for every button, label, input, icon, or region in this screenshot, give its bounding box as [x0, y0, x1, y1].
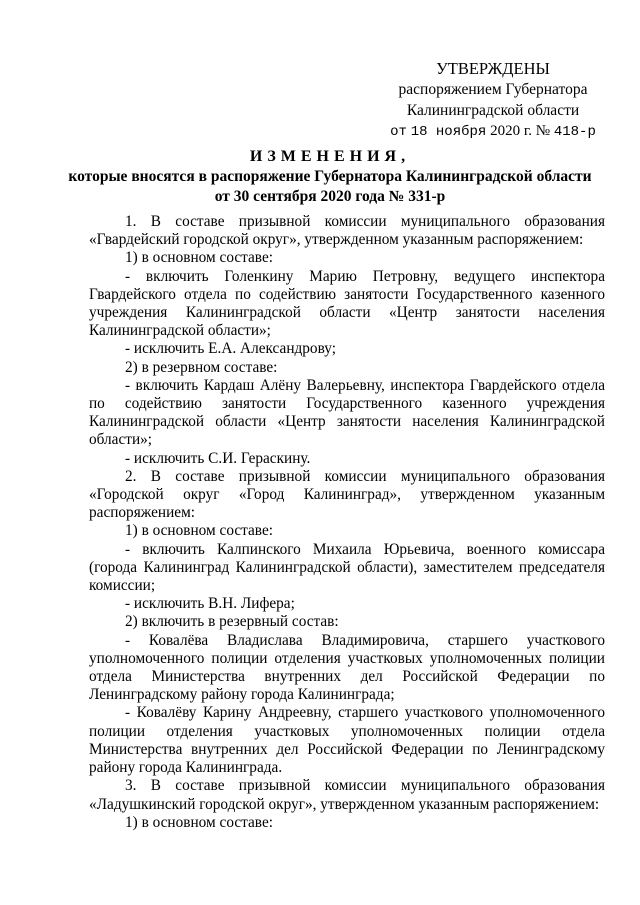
paragraph-1: 1. В составе призывной комиссии муниципального образования «Гвардейский городской округ», утвержденном указанным распоряжением:: [89, 213, 605, 249]
paragraph-3: 3. В составе призывной комиссии муниципального образования «Ладушкинский городской округ», утвержденном указанным распоряжением:: [89, 777, 605, 813]
approval-line-2: Калининградской области: [406, 102, 580, 119]
document-body: [89, 213, 605, 832]
document-subtitle: которые вносятся в распоряжение Губернатора Калининградской области: [68, 168, 592, 185]
paragraph-exclude-alexandrova: - исключить Е.А. Александрову;: [125, 340, 336, 358]
paragraph-3-1: 1) в основном составе:: [125, 813, 273, 831]
document-title: ИЗМЕНЕНИЯ,: [249, 148, 411, 165]
paragraph-exclude-lifer: - исключить В.Н. Лифера;: [125, 595, 295, 613]
paragraph-include-golenkina: - включить Голенкину Марию Петровну, ведущего инспектора Гвардейского отдела по содействию занятости Государственного казенного учреждения Калининградской области «Центр занятости населения Калининградской области»;: [89, 267, 605, 340]
paragraph-2: 2. В составе призывной комиссии муниципального образования «Городской округ «Город Калининград», утвержденном указанным распоряжением:: [89, 467, 605, 522]
paragraph-1-1: 1) в основном составе:: [125, 249, 273, 267]
approval-number: 418-р: [553, 124, 596, 140]
paragraph-include-kovaleva: - Ковалёву Карину Андреевну, старшего участкового уполномоченного полиции отделения участковых уполномоченных полиции отдела Министерства внутренних дел Российской Федерации по Ленинградскому району города Калининграда.: [89, 704, 605, 777]
approval-title: УТВЕРЖДЕНЫ: [436, 59, 550, 78]
approval-date-line: [378, 121, 608, 143]
paragraph-include-kalpinsky: - включить Калпинского Михаила Юрьевича, военного комиссара (города Калининград Калининградской области), заместителем председателя комиссии;: [89, 540, 605, 595]
paragraph-2-1: 1) в основном составе:: [125, 522, 273, 540]
paragraph-2-2: 2) включить в резервный состав:: [125, 613, 339, 631]
paragraph-include-kardash: - включить Кардаш Алёну Валерьевну, инспектора Гвардейского отдела по содействию занятости Государственного казенного учреждения Калининградской области «Центр занятости населения Калининградской области»;: [89, 376, 605, 449]
document-heading: [60, 147, 600, 207]
approval-line-1: распоряжением Губернатора: [398, 81, 588, 98]
approval-stamp: [378, 58, 608, 143]
approval-year: 2020 г. №: [490, 123, 551, 139]
approval-date: 18 ноября: [410, 124, 487, 140]
paragraph-include-kovalev: - Ковалёва Владислава Владимировича, старшего участкового уполномоченного полиции отделения участковых уполномоченных полиции отдела Министерства внутренних дел Российской Федерации по Ленинградскому району города Калининграда;: [89, 631, 605, 704]
approval-date-prefix: от: [390, 124, 407, 140]
document-subtitle-date: от 30 сентября 2020 года № 331-р: [214, 188, 446, 205]
paragraph-exclude-geraskina: - исключить С.И. Гераскину.: [125, 449, 311, 467]
paragraph-1-2: 2) в резервном составе:: [125, 358, 278, 376]
